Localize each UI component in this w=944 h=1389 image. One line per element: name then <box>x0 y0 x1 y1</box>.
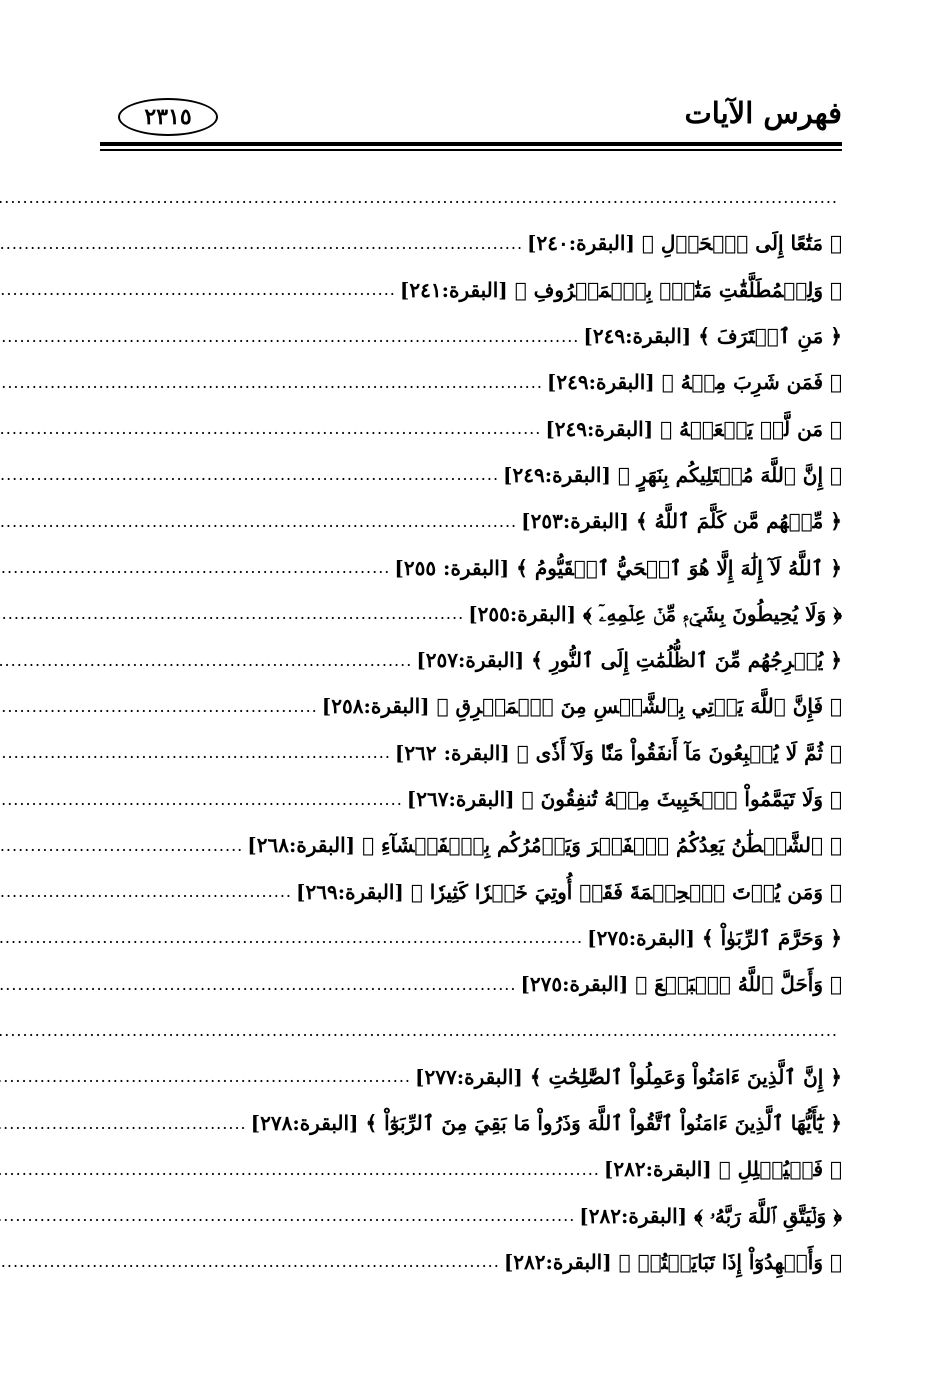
index-row <box>100 591 842 637</box>
verse-text: ﴿ وَلۡيَتَّقِ ٱللَّهَ رَبَّهُۥ ﴾ [البقرة:٢٨٢] <box>579 1203 842 1228</box>
page-header <box>100 92 842 136</box>
verse-index-list <box>100 174 842 1285</box>
verse-text: ﴿ مَتَٰعًا إِلَى ٱلۡحَوۡلِ ﴾ [البقرة:٢٤٠] <box>527 231 842 256</box>
verse-text: ﴿ وَأَشۡهِدُوٓاْ إِذَا تَبَايَعۡتُمۡ ﴾ [البقرة:٢٨٢] <box>503 1249 842 1274</box>
leader-dots <box>0 188 842 207</box>
verse-text: ﴿ فَإِنَّ ٱللَّهَ يَأۡتِي بِٱلشَّمۡسِ مِنَ ٱلۡمَشۡرِقِ ﴾ [البقرة:٢٥٨] <box>321 694 842 719</box>
verse-text: ﴿ يُخۡرِجُهُم مِّنَ ٱلظُّلُمَٰتِ إِلَى ٱلنُّورِ ﴾ [البقرة:٢٥٧] <box>416 648 842 673</box>
verse-text: ﴿ وَأَحَلَّ ٱللَّهُ ٱلۡبَيۡعَ ﴾ [البقرة:٢٧٥] <box>520 972 842 997</box>
verse-text: ﴿ ٱلشَّيۡطَٰنُ يَعِدُكُمُ ٱلۡفَقۡرَ وَيَأۡمُرُكُم بِٱلۡفَحۡشَآءِ ﴾ [البقرة:٢٦٨] <box>247 833 842 858</box>
verse-text: ﴿ مَنِ ٱغۡتَرَفَ ﴾ [البقرة:٢٤٩] <box>583 324 842 349</box>
index-row <box>100 822 842 868</box>
leader-dots <box>0 928 587 947</box>
leader-dots <box>0 465 503 484</box>
verse-text: ﴿ إِنَّ ٱللَّهَ مُبۡتَلِيكُم بِنَهَرٍ ﴾ [البقرة:٢٤٩] <box>503 462 842 487</box>
index-row <box>100 452 842 498</box>
verse-text: ﴿ وَمَن يُؤۡتَ ٱلۡحِكۡمَةَ فَقَدۡ أُوتِيَ خَيۡرٗا كَثِيرٗا ﴾ [البقرة:٢٦٩] <box>295 879 842 904</box>
verse-text: ﴿ وَلِلۡمُطَلَّقَٰتِ مَتَٰعُۢ بِٱلۡمَعۡرُوفِ ﴾ [البقرة:٢٤١] <box>399 277 842 302</box>
leader-dots <box>0 1206 579 1225</box>
index-row <box>100 1007 842 1053</box>
index-row <box>100 1100 842 1146</box>
verse-text: ﴿ فَمَن شَرِبَ مِنۡهُ ﴾ [البقرة:٢٤٩] <box>546 370 842 395</box>
index-row <box>100 1239 842 1285</box>
index-row <box>100 1054 842 1100</box>
leader-dots <box>0 790 407 809</box>
index-row <box>100 544 842 590</box>
leader-dots <box>0 1021 842 1040</box>
leader-dots <box>0 604 468 623</box>
index-row <box>100 405 842 451</box>
leader-dots <box>0 512 521 531</box>
verse-text: ﴿ يَٰٓأَيُّهَا ٱلَّذِينَ ءَامَنُواْ ٱتَّقُواْ ٱللَّهَ وَذَرُواْ مَا بَقِيَ مِنَ ٱلرِّبَوٰٓاْ ﴾ [البقرة:٢٧٨] <box>250 1111 842 1136</box>
index-row <box>100 498 842 544</box>
leader-dots <box>0 419 545 438</box>
verse-text: ﴿ ٱللَّهُ لَآ إِلَٰهَ إِلَّا هُوَ ٱلۡحَيُّ ٱلۡقَيُّومُ ﴾ [البقرة: ٢٥٥] <box>394 555 842 580</box>
header-rule-thin <box>100 149 842 151</box>
leader-dots <box>0 743 395 762</box>
index-row <box>100 776 842 822</box>
leader-dots <box>0 975 520 994</box>
index-row <box>100 637 842 683</box>
page-number-badge: ٢٣١٥ <box>118 98 218 136</box>
leader-dots <box>0 558 394 577</box>
index-row <box>100 961 842 1007</box>
header-rule-thick <box>100 142 842 146</box>
leader-dots <box>0 697 322 716</box>
verse-text: ﴿ وَحَرَّمَ ٱلرِّبَوٰاْ ﴾ [البقرة:٢٧٥] <box>587 925 842 950</box>
leader-dots <box>0 373 547 392</box>
verse-text: ﴿ مِّنۡهُم مَّن كَلَّمَ ٱللَّهُ ﴾ [البقرة:٢٥٣] <box>521 509 842 534</box>
page-title: فهرس الآيات <box>684 96 842 130</box>
leader-dots <box>0 280 400 299</box>
index-row <box>100 313 842 359</box>
verse-text: ﴿ مَن لَّمۡ يَطۡعَمۡهُ ﴾ [البقرة:٢٤٩] <box>545 416 842 441</box>
leader-dots <box>0 1114 251 1133</box>
index-row <box>100 220 842 266</box>
verse-text: ﴿ فَلۡيُمۡلِلِ ﴾ [البقرة:٢٨٢] <box>603 1157 842 1182</box>
verse-text: ﴿ إِنَّ ٱلَّذِينَ ءَامَنُواْ وَعَمِلُواْ ٱلصَّٰلِحَٰتِ ﴾ [البقرة:٢٧٧] <box>415 1064 842 1089</box>
verse-text: ﴿ وَلَا تَيَمَّمُواْ ٱلۡخَبِيثَ مِنۡهُ تُنفِقُونَ ﴾ [البقرة:٢٦٧] <box>406 787 842 811</box>
index-row <box>100 359 842 405</box>
leader-dots <box>0 327 583 346</box>
index-row <box>100 1146 842 1192</box>
index-row <box>100 730 842 776</box>
leader-dots <box>0 1067 415 1086</box>
index-row <box>100 267 842 313</box>
index-row <box>100 174 842 220</box>
leader-dots <box>0 234 527 253</box>
leader-dots <box>0 882 296 901</box>
leader-dots <box>0 836 247 855</box>
verse-text: ﴿ ثُمَّ لَا يُتۡبِعُونَ مَآ أَنفَقُواْ مَنّٗا وَلَآ أَذٗى ﴾ [البقرة: ٢٦٢] <box>394 740 842 765</box>
index-row <box>100 1193 842 1239</box>
leader-dots <box>0 1160 604 1179</box>
leader-dots <box>0 651 416 670</box>
leader-dots <box>0 1252 504 1271</box>
verse-text: ﴿ وَلَا يُحِيطُونَ بِشَيۡءٖ مِّنۡ عِلۡمِهِۦٓ ﴾ [البقرة:٢٥٥] <box>468 601 842 626</box>
index-row <box>100 915 842 961</box>
index-row <box>100 683 842 729</box>
index-row <box>100 868 842 914</box>
